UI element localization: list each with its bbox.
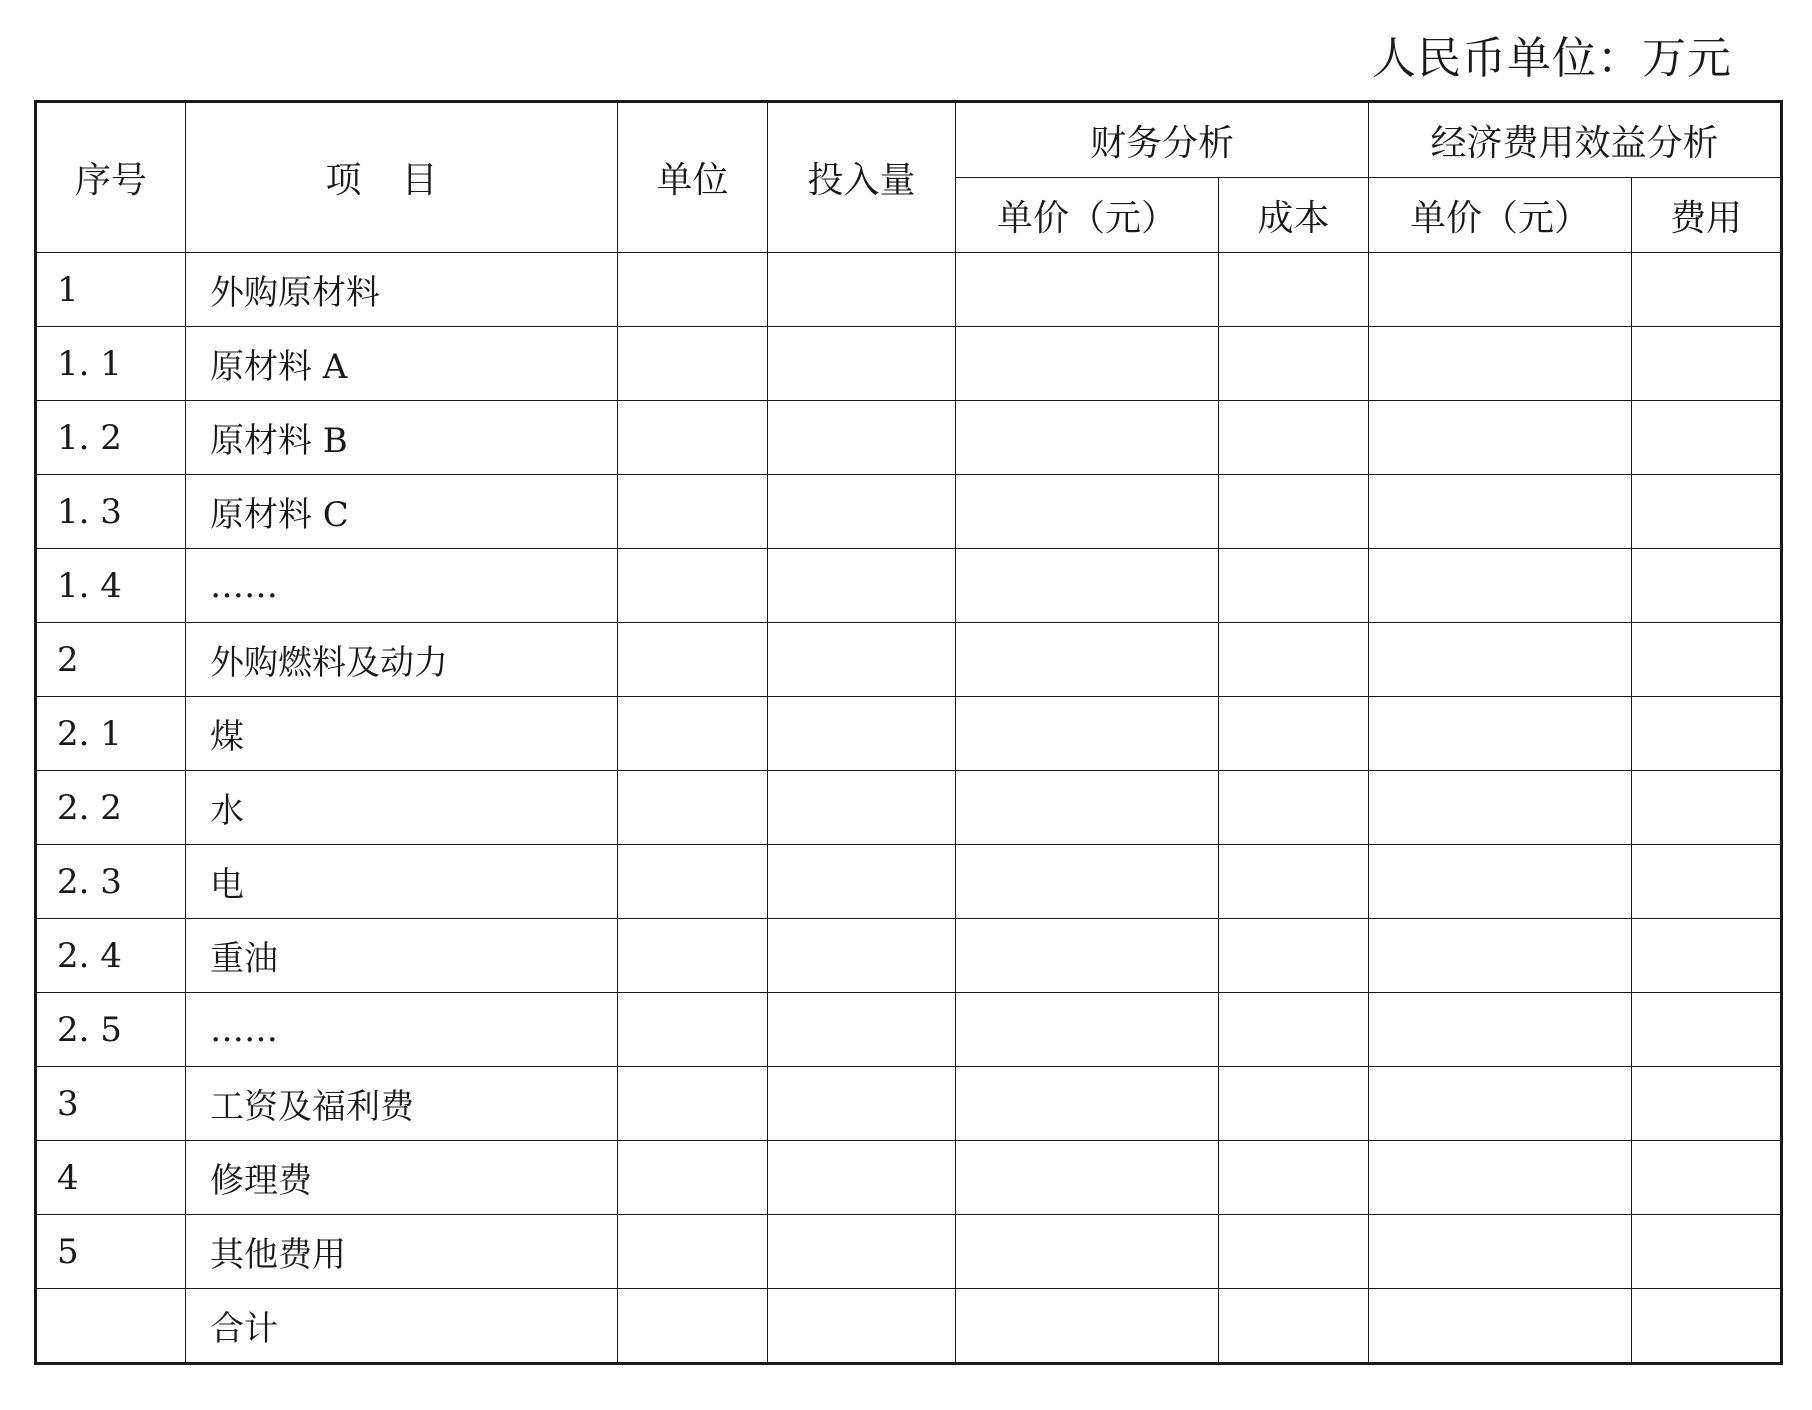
row-unit-cell [618, 549, 768, 623]
table-row [36, 1289, 1782, 1364]
row-financial-cost-cell [1219, 475, 1369, 549]
row-item-cell: 其他费用 [186, 1215, 618, 1289]
row-unit-cell [618, 623, 768, 697]
row-financial-unit-price-cell [956, 475, 1219, 549]
table-row [36, 475, 1782, 549]
header-item: 项目 [186, 102, 618, 253]
row-financial-unit-price-cell [956, 253, 1219, 327]
row-economic-cost-cell [1632, 401, 1782, 475]
row-economic-unit-price-cell [1369, 845, 1632, 919]
row-financial-cost-cell [1219, 919, 1369, 993]
header-economic-unit-price: 单价（元） [1369, 178, 1632, 253]
row-economic-unit-price-cell [1369, 401, 1632, 475]
row-quantity-cell [768, 623, 956, 697]
row-quantity-cell [768, 845, 956, 919]
header-unit: 单位 [618, 102, 768, 253]
row-item-cell: 工资及福利费 [186, 1067, 618, 1141]
row-unit-cell [618, 475, 768, 549]
row-item-cell: 原材料 A [186, 327, 618, 401]
table-row [36, 623, 1782, 697]
header-economic-cost: 费用 [1632, 178, 1782, 253]
row-financial-unit-price-cell [956, 1067, 1219, 1141]
row-seq-cell: 1. 1 [36, 327, 186, 401]
row-financial-cost-cell [1219, 549, 1369, 623]
row-quantity-cell [768, 919, 956, 993]
header-seq: 序号 [36, 102, 186, 253]
table-row [36, 1067, 1782, 1141]
row-seq-cell: 1. 4 [36, 549, 186, 623]
row-quantity-cell [768, 475, 956, 549]
row-seq-cell: 1. 2 [36, 401, 186, 475]
row-quantity-cell [768, 1289, 956, 1364]
row-financial-unit-price-cell [956, 1289, 1219, 1364]
row-seq-cell: 1. 3 [36, 475, 186, 549]
row-quantity-cell [768, 1141, 956, 1215]
row-unit-cell [618, 327, 768, 401]
header-quantity: 投入量 [768, 102, 956, 253]
row-economic-cost-cell [1632, 845, 1782, 919]
row-financial-unit-price-cell [956, 845, 1219, 919]
row-financial-unit-price-cell [956, 1215, 1219, 1289]
row-seq-cell: 2. 3 [36, 845, 186, 919]
row-financial-unit-price-cell [956, 1141, 1219, 1215]
row-financial-unit-price-cell [956, 401, 1219, 475]
table-body [36, 253, 1782, 1364]
table-row [36, 327, 1782, 401]
row-economic-cost-cell [1632, 253, 1782, 327]
row-economic-cost-cell [1632, 475, 1782, 549]
row-economic-unit-price-cell [1369, 549, 1632, 623]
row-item-cell: 电 [186, 845, 618, 919]
row-unit-cell [618, 1289, 768, 1364]
row-economic-cost-cell [1632, 1067, 1782, 1141]
row-economic-cost-cell [1632, 771, 1782, 845]
row-economic-cost-cell [1632, 1141, 1782, 1215]
table-row [36, 401, 1782, 475]
row-financial-cost-cell [1219, 327, 1369, 401]
cost-analysis-table [34, 100, 1783, 1365]
row-quantity-cell [768, 253, 956, 327]
row-financial-cost-cell [1219, 1215, 1369, 1289]
row-economic-unit-price-cell [1369, 919, 1632, 993]
row-unit-cell [618, 253, 768, 327]
currency-unit-caption: 人民币单位：万元 [1372, 33, 1732, 84]
row-seq-cell: 5 [36, 1215, 186, 1289]
row-item-cell: 煤 [186, 697, 618, 771]
row-item-cell: 合计 [186, 1289, 618, 1364]
row-economic-cost-cell [1632, 549, 1782, 623]
row-financial-unit-price-cell [956, 771, 1219, 845]
row-seq-cell: 3 [36, 1067, 186, 1141]
row-seq-cell: 2 [36, 623, 186, 697]
row-unit-cell [618, 697, 768, 771]
header-financial-cost: 成本 [1219, 178, 1369, 253]
cost-analysis-table-container [34, 100, 1780, 1365]
row-economic-cost-cell [1632, 327, 1782, 401]
row-financial-unit-price-cell [956, 919, 1219, 993]
row-item-cell: …… [186, 549, 618, 623]
table-row [36, 253, 1782, 327]
row-seq-cell: 1 [36, 253, 186, 327]
row-financial-cost-cell [1219, 623, 1369, 697]
row-item-cell: 重油 [186, 919, 618, 993]
row-financial-cost-cell [1219, 993, 1369, 1067]
row-unit-cell [618, 845, 768, 919]
header-financial-unit-price: 单价（元） [956, 178, 1219, 253]
row-economic-unit-price-cell [1369, 993, 1632, 1067]
row-financial-cost-cell [1219, 253, 1369, 327]
row-economic-unit-price-cell [1369, 475, 1632, 549]
row-unit-cell [618, 771, 768, 845]
table-row [36, 549, 1782, 623]
row-quantity-cell [768, 993, 956, 1067]
row-item-cell: 原材料 C [186, 475, 618, 549]
table-row [36, 845, 1782, 919]
row-quantity-cell [768, 1067, 956, 1141]
row-quantity-cell [768, 549, 956, 623]
row-economic-unit-price-cell [1369, 1215, 1632, 1289]
row-financial-unit-price-cell [956, 623, 1219, 697]
row-financial-unit-price-cell [956, 697, 1219, 771]
table-row [36, 993, 1782, 1067]
row-economic-unit-price-cell [1369, 1289, 1632, 1364]
row-item-cell: …… [186, 993, 618, 1067]
row-economic-unit-price-cell [1369, 697, 1632, 771]
row-financial-unit-price-cell [956, 327, 1219, 401]
row-seq-cell: 2. 5 [36, 993, 186, 1067]
row-economic-cost-cell [1632, 1215, 1782, 1289]
row-item-cell: 水 [186, 771, 618, 845]
row-financial-cost-cell [1219, 771, 1369, 845]
row-financial-cost-cell [1219, 845, 1369, 919]
row-financial-unit-price-cell [956, 993, 1219, 1067]
row-financial-cost-cell [1219, 1067, 1369, 1141]
row-unit-cell [618, 1141, 768, 1215]
row-quantity-cell [768, 771, 956, 845]
row-financial-cost-cell [1219, 1141, 1369, 1215]
row-quantity-cell [768, 327, 956, 401]
row-seq-cell [36, 1289, 186, 1364]
row-unit-cell [618, 1215, 768, 1289]
row-economic-cost-cell [1632, 697, 1782, 771]
table-header [36, 102, 1782, 253]
row-economic-cost-cell [1632, 993, 1782, 1067]
row-seq-cell: 2. 4 [36, 919, 186, 993]
row-item-cell: 外购原材料 [186, 253, 618, 327]
table-row [36, 1215, 1782, 1289]
row-item-cell: 原材料 B [186, 401, 618, 475]
row-economic-unit-price-cell [1369, 253, 1632, 327]
row-quantity-cell [768, 401, 956, 475]
row-financial-unit-price-cell [956, 549, 1219, 623]
row-economic-unit-price-cell [1369, 327, 1632, 401]
row-item-cell: 外购燃料及动力 [186, 623, 618, 697]
row-economic-cost-cell [1632, 1289, 1782, 1364]
row-unit-cell [618, 401, 768, 475]
table-row [36, 697, 1782, 771]
row-unit-cell [618, 993, 768, 1067]
row-item-cell: 修理费 [186, 1141, 618, 1215]
header-financial-analysis: 财务分析 [956, 102, 1369, 178]
row-unit-cell [618, 1067, 768, 1141]
row-financial-cost-cell [1219, 401, 1369, 475]
row-seq-cell: 2. 1 [36, 697, 186, 771]
header-economic-analysis: 经济费用效益分析 [1369, 102, 1782, 178]
row-economic-unit-price-cell [1369, 771, 1632, 845]
table-row [36, 919, 1782, 993]
row-unit-cell [618, 919, 768, 993]
table-row [36, 771, 1782, 845]
row-seq-cell: 4 [36, 1141, 186, 1215]
row-financial-cost-cell [1219, 1289, 1369, 1364]
row-economic-cost-cell [1632, 919, 1782, 993]
row-quantity-cell [768, 1215, 956, 1289]
row-financial-cost-cell [1219, 697, 1369, 771]
table-row [36, 1141, 1782, 1215]
row-economic-unit-price-cell [1369, 623, 1632, 697]
row-seq-cell: 2. 2 [36, 771, 186, 845]
row-economic-cost-cell [1632, 623, 1782, 697]
row-economic-unit-price-cell [1369, 1067, 1632, 1141]
row-quantity-cell [768, 697, 956, 771]
row-economic-unit-price-cell [1369, 1141, 1632, 1215]
